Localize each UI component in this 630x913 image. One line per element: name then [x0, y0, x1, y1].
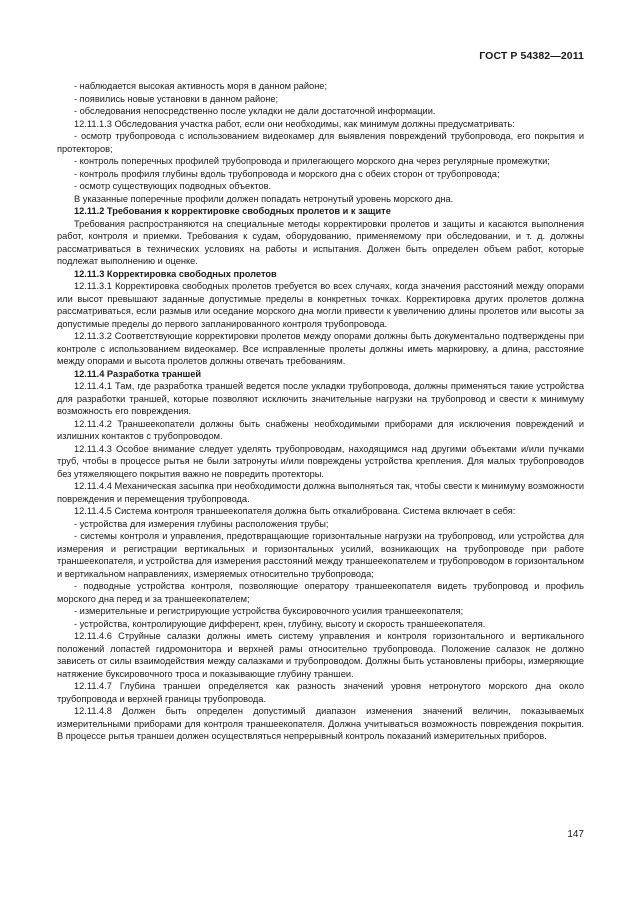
paragraph: 12.11.1.3 Обследования участка работ, если они необходимы, как минимум должны предусматривать: [74, 118, 515, 129]
document-body [57, 80, 584, 743]
paragraph: - устройства для измерения глубины расположения трубы; [74, 518, 329, 529]
paragraph: - осмотр трубопровода с использованием видеокамер для выявления повреждений трубопровода, его покрытия и протекторов; [57, 131, 584, 154]
paragraph: 12.11.4.3 Особое внимание следует уделять трубопроводам, находящимся над другими объектами и/или пучками труб, чтобы в процессе рытья не были затронуты и/или повреждены устройства крепления. Для малых трубопроводов без утяжеляющего покрытия важно не повредить протекторы. [57, 443, 584, 479]
paragraph: 12.11.4.5 Система контроля траншеекопателя должна быть откалибрована. Система включает в себя: [74, 506, 516, 516]
paragraph: 12.11.3.1 Корректировка свободных пролетов требуется во всех случаях, когда значения расстояний между опорами или высот превышают заданные допустимые пределы в конкретных точках. Корректировка других пролетов должна рассматриваться, если размыв или оседание морского дна могли привести к увеличению длины пролетов или высоты за допустимые пределы до первого запланированного контроля трубопровода. [57, 281, 584, 329]
paragraph: - системы контроля и управления, предотвращающие горизонтальные нагрузки на трубопровод, или устройства для измерения и регистрации вертикальных и горизонтальных усилий, возникающих на трубопроводе при работе траншеекопателя, и устройства для измерения расстояний между траншеекопателем и трубопроводом в горизонтальном и вертикальном направлениях, измеряемых относительно трубопровода; [57, 531, 584, 579]
paragraph: - осмотр существующих подводных объектов. [74, 181, 272, 191]
paragraph: 12.11.4.2 Траншеекопатели должны быть снабжены необходимыми приборами для исключения повреждений и излишних контактов с трубопроводом. [57, 418, 584, 441]
paragraph: - устройства, контролирующие дифферент, крен, глубину, высоту и скорость траншеекопателя. [74, 618, 486, 629]
paragraph: 12.11.3.2 Соответствующие корректировки пролетов между опорами должны быть документально подтверждены при контроле с использованием видеокамер. Все исправленные пролеты должны иметь маркировку, а длина, расстояние между опорами и высота пролетов должны отвечать требованиям. [57, 331, 584, 366]
paragraph: - наблюдается высокая активность моря в данном районе; [74, 81, 328, 91]
paragraph: Требования распространяются на специальные методы корректировки пролетов и защиты и касаются выполнения работ, контроля и приемки. Требования к судам, оборудованию, применяемому при обследовании, и т. д. должны рассматриваться в технических условиях на работы и испытания. Должен быть определен объем работ, которые подлежат выполнению и оценке. [57, 218, 584, 266]
paragraph: - подводные устройства контроля, позволяющие оператору траншеекопателя видеть трубопровод и профиль морского дна перед и за траншеекопателем; [57, 581, 584, 604]
paragraph: - контроль профиля глубины вдоль трубопровода и морского дна с обеих сторон от трубопровода; [74, 168, 500, 179]
paragraph: - контроль поперечных профилей трубопровода и прилегающего морского дна через регулярные промежутки; [74, 156, 550, 166]
section-heading: 12.11.3 Корректировка свободных пролетов [74, 268, 277, 279]
document-standard-id: ГОСТ Р 54382—2011 [479, 50, 584, 62]
section-heading: 12.11.2 Требования к корректировке свободных пролетов и к защите [74, 206, 391, 216]
section-heading: 12.11.4 Разработка траншей [74, 368, 202, 379]
paragraph: - измерительные и регистрирующие устройства буксировочного усилия траншеекопателя; [74, 606, 464, 616]
page-number: 147 [567, 829, 584, 840]
paragraph: В указанные поперечные профили должен попадать нетронутый уровень морского дна. [74, 193, 454, 204]
paragraph: - обследования непосредственно после укладки не дали достаточной информации. [74, 106, 436, 116]
paragraph: 12.11.4.6 Струйные салазки должны иметь систему управления и контроля горизонтального и вертикального положений лопастей гидромонитора и верхней рамы относительно трубопровода. Положение салазок не должно зависеть от силы взаимодействия между салазками и трубопроводом. Должны быть установлены приборы, измеряющие натяжение буксировочного троса и показывающие глубину траншеи. [57, 631, 584, 679]
paragraph: 12.11.4.8 Должен быть определен допустимый диапазон изменения значений величин, показываемых измерительными приборами для контроля траншеекопателя. Должна учитываться возможность повреждения покрытия. В процессе рытья траншеи должен осуществляться непрерывный контроль показаний измерительных приборов. [57, 706, 584, 741]
paragraph: - появились новые установки в данном районе; [74, 93, 279, 104]
paragraph: 12.11.4.1 Там, где разработка траншей ведется после укладки трубопровода, должны применяться такие устройства для разработки траншей, которые позволяют исключить значительные нагрузки на трубопровод и свести к минимуму возможность его повреждения. [57, 381, 584, 416]
paragraph: 12.11.4.7 Глубина траншеи определяется как разность значений уровня нетронутого морского дна около трубопровода и верхней границы трубопровода. [57, 681, 584, 704]
paragraph: 12.11.4.4 Механическая засыпка при необходимости должна выполняться так, чтобы свести к минимуму возможности повреждения и перемещения трубопровода. [57, 481, 584, 504]
